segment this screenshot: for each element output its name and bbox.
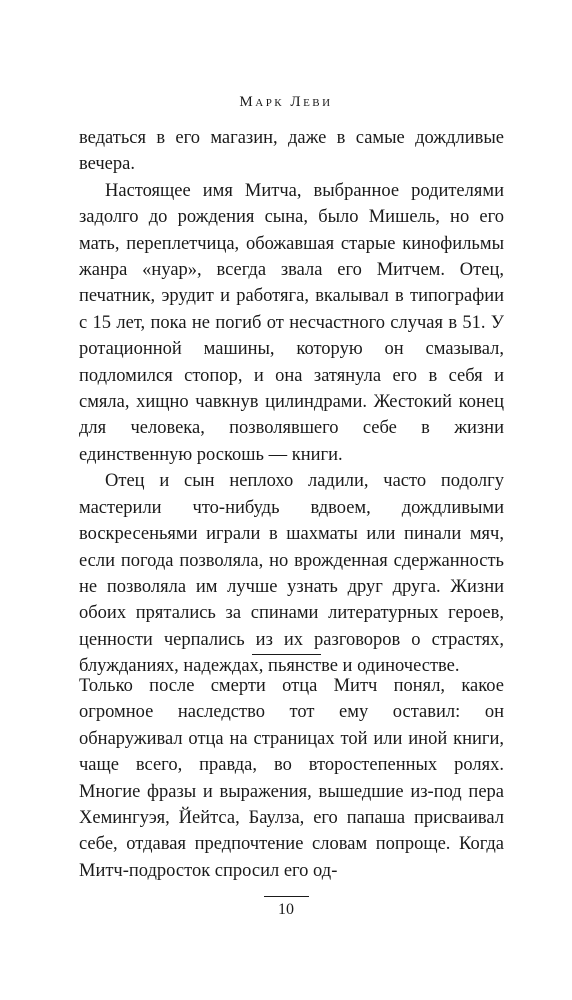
paragraph-mitch-name: Настоящее имя Митча, выбранное родителями задолго до рождения сына, было Мишель, но его мать, переплетчица, обожавшая старые кинофильмы жанра «нуар», всегда звала его Митчем. Отец, печатник, эрудит и работяга, вкалывал в типографии с 15 лет, пока не погиб от несчастного случая в 51. У ротационной машины, которую он смазывал, подломился стопор, и она затянула его в себя и смяла, хищно чавкнув цилиндрами. Жестокий конец для человека, позволявшего себе в жизни единственную роскошь — книги. <box>79 180 504 465</box>
paragraph-inheritance: Только после смерти отца Митч понял, какое огромное наследство тот ему оставил: он обнаруживал отца на страницах той или иной книги, чаще всего, правда, во второстепенных ролях. Многие фразы и выражения, вышедшие из-под пера Хемингуэя, Йейтса, Баулза, его папаша присваивал себе, отдавая предпочтение словам попроще. Когда Митч-подросток спросил его од- <box>79 676 504 881</box>
text-section-1 <box>79 125 504 680</box>
paragraph-continuation: ведаться в его магазин, даже в самые дождливые вечера. <box>79 128 504 175</box>
text-section-2 <box>79 673 504 884</box>
running-head-author: Марк Леви <box>239 94 333 110</box>
section-divider <box>252 654 321 655</box>
footer-rule <box>264 896 309 897</box>
page-number: 10 <box>278 901 294 918</box>
paragraph-father-and-son: Отец и сын неплохо ладили, часто подолгу мастерили что-нибудь вдвоем, дождливыми воскресеньями играли в шахматы или пинали мяч, если погода позволяла, но врожденная сдержанность не позволяла им лучше узнать друг друга. Жизни обоих прятались за спинами литературных героев, ценности черпались из их разговоров о страстях, блужданиях, надеждах, пьянстве и одиночестве. <box>79 471 504 677</box>
